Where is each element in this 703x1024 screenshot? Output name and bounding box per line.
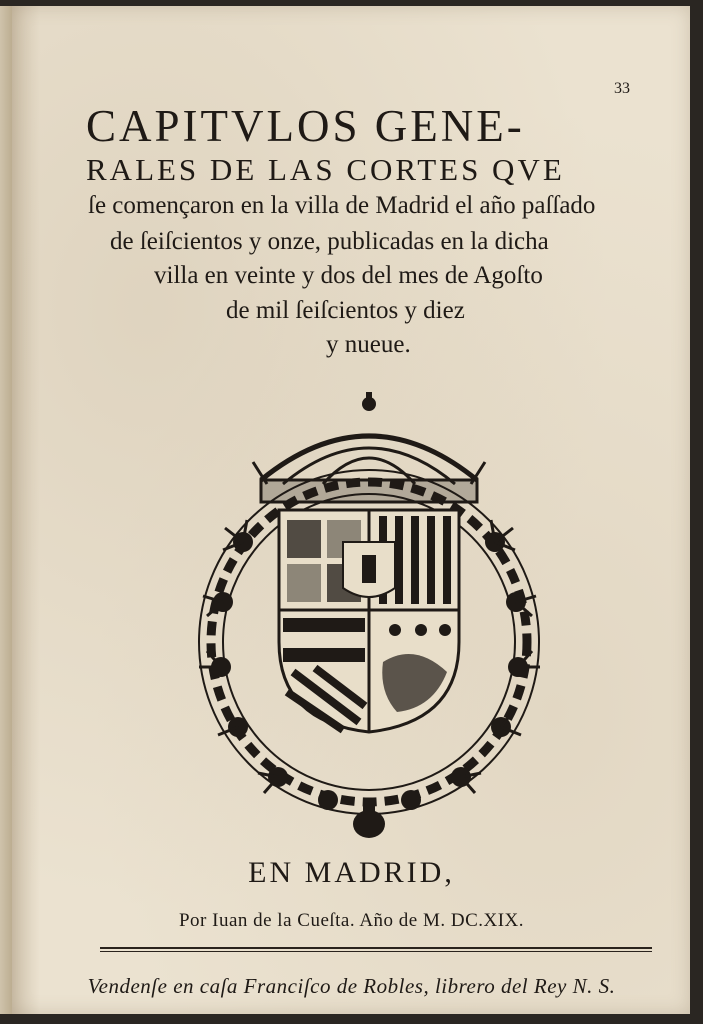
subtitle-line-1: ſe començaron en la villa de Madrid el año paſſado — [88, 192, 596, 219]
subtitle-line-3: villa en veinte y dos del mes de Agoſto — [154, 262, 543, 289]
imprint-rule — [100, 947, 652, 949]
imprint-printer: Por Iuan de la Cueſta. Año de M. DC.XIX. — [178, 910, 525, 931]
subtitle-line-2: de ſeiſcientos y onze, publicadas en la dicha — [110, 228, 549, 255]
imprint-rule-thin — [100, 951, 652, 952]
imprint-seller: Vendenſe en caſa Franciſco de Robles, librero del Rey N. S. — [87, 974, 616, 998]
title-line-2: RALES DE LAS CORTES QVE — [86, 152, 565, 187]
fleece-pendant — [353, 798, 385, 838]
crown-orb — [362, 392, 376, 411]
portugal-inescutcheon — [343, 542, 395, 597]
royal-coat-of-arms-icon — [183, 392, 555, 842]
subtitle-line-5: y nueue. — [326, 331, 411, 358]
title-line-1: CAPITVLOS GENE- — [86, 101, 525, 151]
imprint-city: EN MADRID, — [248, 856, 455, 889]
subtitle-line-4: de mil ſeiſcientos y diez — [226, 297, 465, 324]
page-number: 33 — [614, 80, 630, 97]
